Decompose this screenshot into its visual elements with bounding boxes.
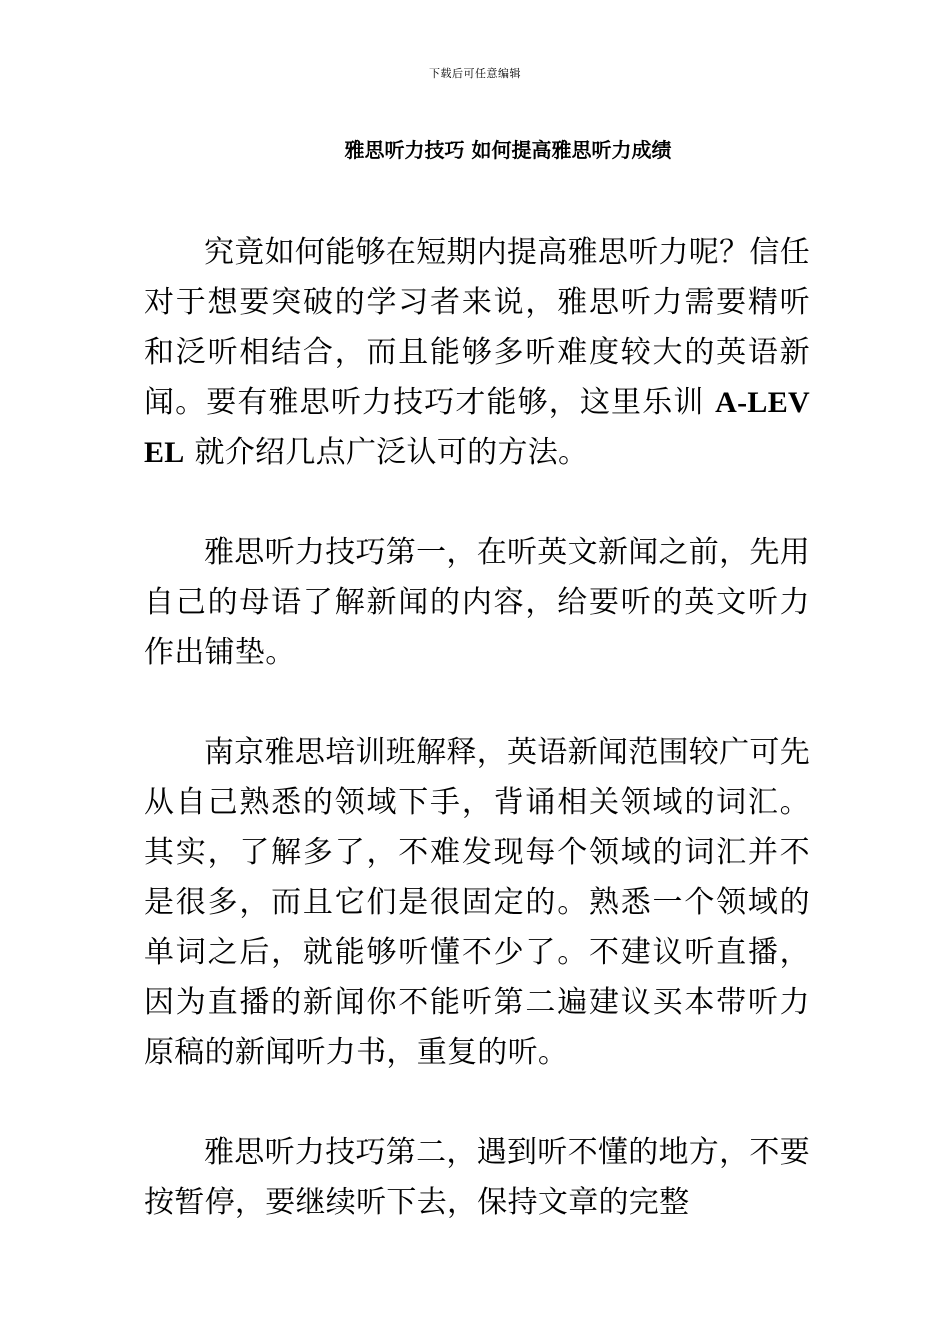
- document-body: [144, 228, 810, 1278]
- paragraph-1-latin-term: A-LEVEL: [144, 386, 810, 469]
- paragraph-1: [144, 228, 810, 478]
- header-note: 下载后可任意编辑: [429, 67, 521, 80]
- document-title: 雅思听力技巧 如何提高雅思听力成绩: [344, 138, 672, 162]
- paragraph-3: 南京雅思培训班解释，英语新闻范围较广可先从自己熟悉的领域下手，背诵相关领域的词汇。其实，了解多了，不难发现每个领域的词汇并不是很多，而且它们是很固定的。熟悉一个领域的单词之后，就能够听懂不少了。不建议听直播，因为直播的新闻你不能听第二遍建议买本带听力原稿的新闻听力书，重复的听。: [144, 735, 810, 1070]
- paragraph-4: 雅思听力技巧第二，遇到听不懂的地方，不要按暂停，要继续听下去，保持文章的完整: [144, 1135, 810, 1220]
- paragraph-2: 雅思听力技巧第一，在听英文新闻之前，先用自己的母语了解新闻的内容，给要听的英文听力作出铺垫。: [144, 535, 810, 670]
- paragraph-1-text-after: 就介绍几点广泛认可的方法。: [184, 435, 589, 470]
- paragraph-1-text-before: 究竟如何能够在短期内提高雅思听力呢？信任对于想要突破的学习者来说，雅思听力需要精听和泛听相结合，而且能够多听难度较大的英语新闻。要有雅思听力技巧才能够，这里乐训: [144, 235, 810, 420]
